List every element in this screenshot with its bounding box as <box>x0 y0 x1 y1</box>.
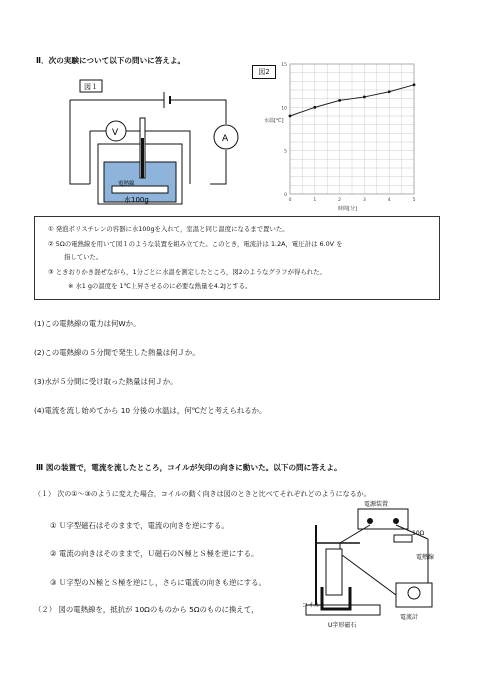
condition-2-cont: 指していた。 <box>64 253 103 261</box>
question-3: (3)水が５分間に受け取った熱量は何Ｊか。 <box>34 377 178 386</box>
chart-point <box>313 106 316 109</box>
power-supply-label: 電源装置 <box>364 501 389 508</box>
chart-ytick-label: 5 <box>284 149 287 155</box>
question-4: (4)電流を流し始めてから 10 分後の水温は，何℃だと考えられるか。 <box>34 406 267 415</box>
coil <box>326 549 342 595</box>
voltmeter-symbol: V <box>112 128 119 138</box>
question-1: (1)この電熱線の電力は何Wか。 <box>34 319 141 328</box>
resistance-label: 10Ω <box>412 530 425 537</box>
figure2-chart <box>262 56 422 212</box>
chart-xtick-label: 0 <box>288 198 292 203</box>
ammeter-label-fig3: 電流計 <box>400 614 419 621</box>
heater-coil <box>112 186 168 193</box>
chart-xtick-label: 1 <box>313 198 317 203</box>
chart-ytick-label: 10 <box>281 106 287 112</box>
figure3-motor-apparatus <box>300 495 450 630</box>
section3-item-1: ① Ｕ字型磁石はそのままで，電流の向きを逆にする。 <box>50 521 229 530</box>
section3-heading: Ⅲ 図の装置で，電流を流したところ，コイルが矢印の向きに動いた。以下の問に答えよ。 <box>36 463 342 472</box>
water-label: 水100g <box>124 196 149 204</box>
chart-ylabel: 水温[℃] <box>264 118 284 124</box>
magnet-label: U字形磁石 <box>328 622 357 629</box>
chart-point <box>289 115 292 118</box>
section3-q2: （２） 図の電熱線を，抵抗が 10Ωのものから 5Ωのものに換えて， <box>34 605 259 614</box>
coil-label: コイル <box>302 602 320 609</box>
power-supply <box>358 509 408 529</box>
chart-point <box>363 96 366 99</box>
figure1-circuit <box>60 78 240 216</box>
resistor <box>394 535 412 542</box>
fig1-label: 図１ <box>84 83 98 91</box>
heater-label-fig3: 電熱線 <box>416 554 435 561</box>
heater-label: 電熱線 <box>118 181 135 187</box>
condition-3: ③ ときおりかき混ぜながら，1分ごとに水温を測定したところ，図2のようなグラフが得られた。 <box>48 268 326 276</box>
chart-ytick-label: 15 <box>281 63 287 68</box>
chart-point <box>413 83 416 86</box>
section3-item-3: ③ Ｕ字型のＮ極とＳ極を逆にし，さらに電流の向きも逆にする。 <box>50 578 266 587</box>
condition-2: ② 5Ωの電熱線を用いて図１のような装置を組み立てた。このとき，電流計は 1.2A，電圧計は 6.0V を <box>48 240 343 248</box>
section2-heading: Ⅱ．次の実験について以下の問いに答えよ。 <box>36 56 186 65</box>
chart-xtick-label: 3 <box>362 198 366 203</box>
ammeter-symbol: A <box>222 134 229 144</box>
chart-xtick-label: 4 <box>387 198 391 203</box>
section3-q1: （１） 次の①～③のように変えた場合，コイルの動く向きは図のときと比べてそれぞれどのようになるか。 <box>34 490 371 498</box>
condition-1: ① 発泡ポリスチレンの容器に水100gを入れて，室温と同じ温度になるまで置いた。 <box>48 225 289 233</box>
question-2: (2)この電熱線の５分間で発生した熱量は何Ｊか。 <box>34 348 200 357</box>
condition-note: ※ 水1 gの温度を 1℃上昇させるのに必要な熱量を4.2Jとする。 <box>68 282 252 290</box>
chart-ytick-label: 0 <box>284 193 287 198</box>
fig2-label: 図2 <box>252 65 276 79</box>
section3-item-2: ② 電流の向きはそのままで，Ｕ磁石のＮ極とＳ極を逆にする。 <box>50 549 259 558</box>
chart-xtick-label: 5 <box>412 198 416 203</box>
chart-point <box>388 90 391 93</box>
chart-xlabel: 時間[分] <box>338 206 357 212</box>
chart-point <box>338 99 341 102</box>
chart-xtick-label: 2 <box>338 198 342 203</box>
